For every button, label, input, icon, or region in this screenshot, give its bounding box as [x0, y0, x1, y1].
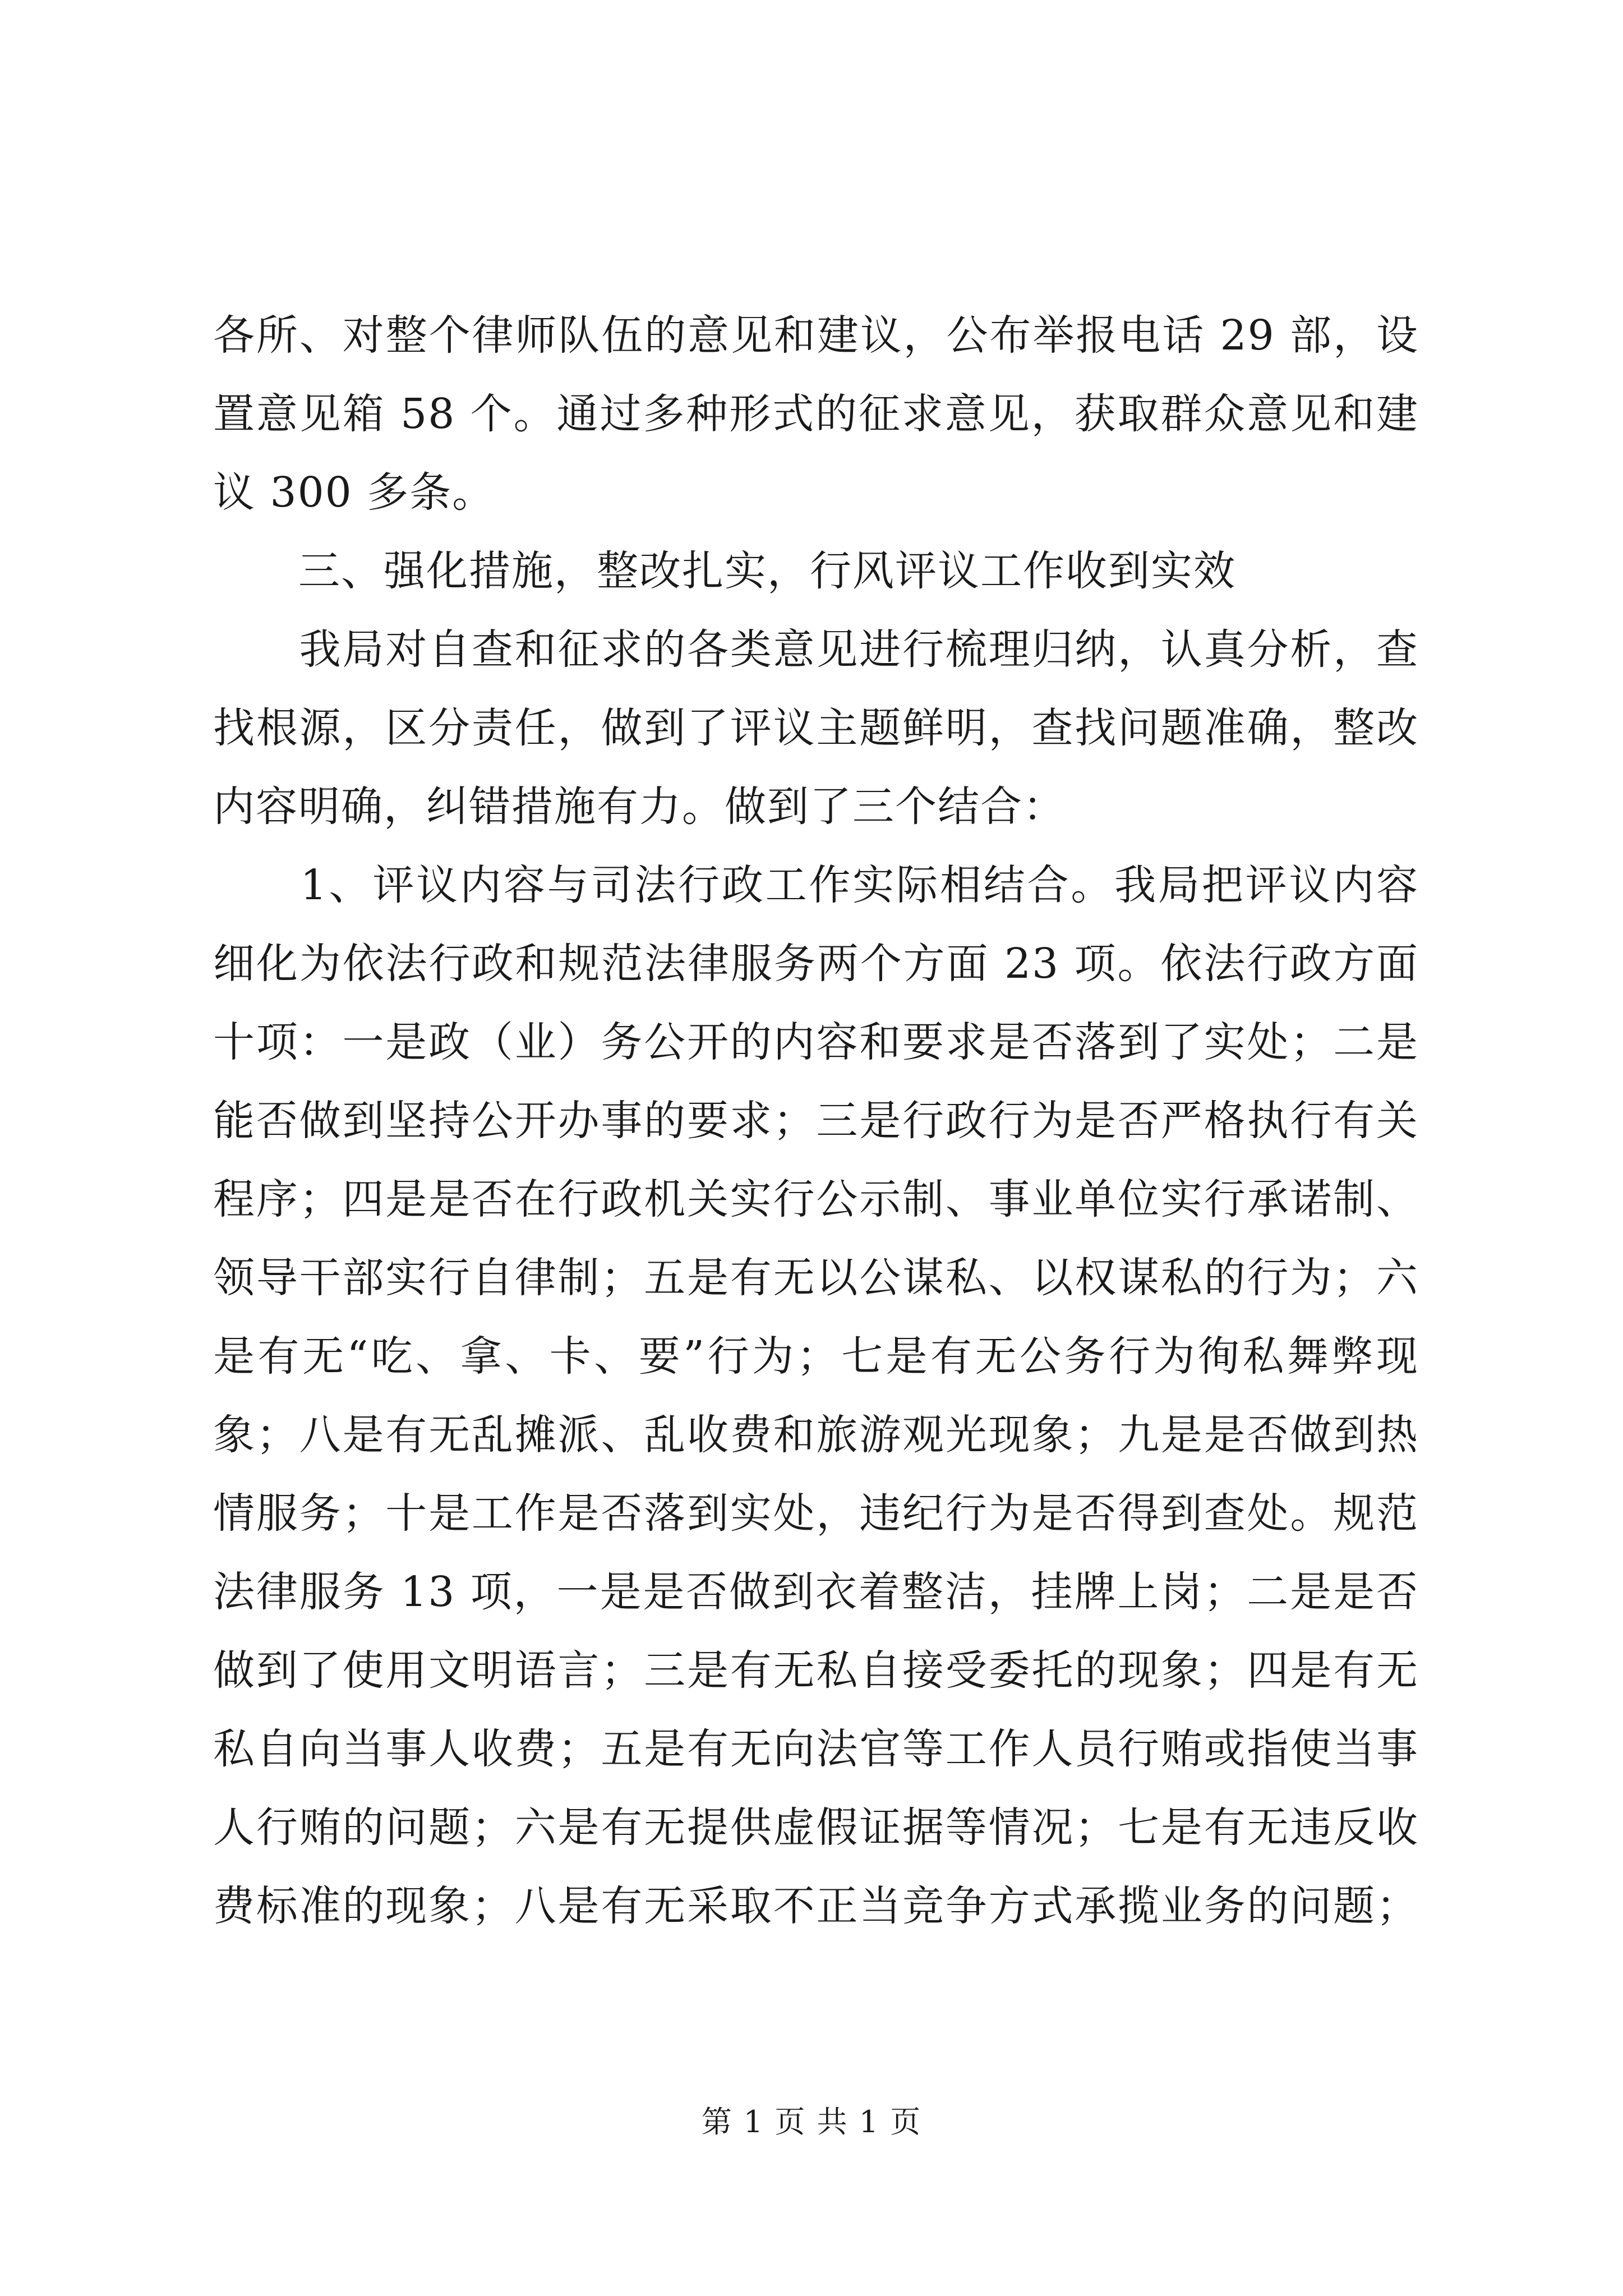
text-line: 情服务；十是工作是否落到实处，违纪行为是否得到查处。规范 [213, 1489, 1419, 1538]
text-line: 人行贿的问题；六是有无提供虚假证据等情况；七是有无违反收 [213, 1803, 1419, 1852]
text-line: 法律服务 13 项，一是是否做到衣着整洁，挂牌上岗；二是是否 [213, 1568, 1419, 1616]
text-line: 找根源，区分责任，做到了评议主题鲜明，查找问题准确，整改 [213, 704, 1419, 752]
section-heading: 三、强化措施，整改扎实，行风评议工作收到实效 [213, 547, 1236, 595]
text-line: 私自向当事人收费；五是有无向法官等工作人员行贿或指使当事 [213, 1725, 1419, 1773]
text-line: 内容明确，纠错措施有力。做到了三个结合： [213, 783, 1066, 831]
body-text [213, 296, 1419, 1945]
text-line: 十项：一是政（业）务公开的内容和要求是否落到了实处；二是 [213, 1018, 1419, 1066]
text-line: 费标准的现象；八是有无采取不正当竞争方式承揽业务的问题； [213, 1882, 1419, 1930]
text-line: 能否做到坚持公开办事的要求；三是行政行为是否严格执行有关 [213, 1097, 1419, 1145]
text-line: 程序；四是是否在行政机关实行公示制、事业单位实行承诺制、 [213, 1175, 1419, 1223]
text-line: 1、评议内容与司法行政工作实际相结合。我局把评议内容 [213, 861, 1419, 909]
text-line: 细化为依法行政和规范法律服务两个方面 23 项。依法行政方面 [213, 940, 1419, 988]
text-line: 象；八是有无乱摊派、乱收费和旅游观光现象；九是是否做到热 [213, 1411, 1419, 1459]
text-line: 是有无“吃、拿、卡、要”行为；七是有无公务行为徇私舞弊现 [213, 1332, 1419, 1381]
text-line: 做到了使用文明语言；三是有无私自接受委托的现象；四是有无 [213, 1646, 1419, 1695]
text-line: 我局对自查和征求的各类意见进行梳理归纳，认真分析，查 [213, 625, 1419, 674]
text-line: 各所、对整个律师队伍的意见和建议，公布举报电话 29 部，设 [213, 311, 1419, 360]
text-line: 领导干部实行自律制；五是有无以公谋私、以权谋私的行为；六 [213, 1254, 1419, 1302]
text-line: 议 300 多条。 [213, 468, 495, 517]
text-line: 置意见箱 58 个。通过多种形式的征求意见，获取群众意见和建 [213, 390, 1419, 438]
page-footer: 第 1 页 共 1 页 [701, 2104, 922, 2139]
